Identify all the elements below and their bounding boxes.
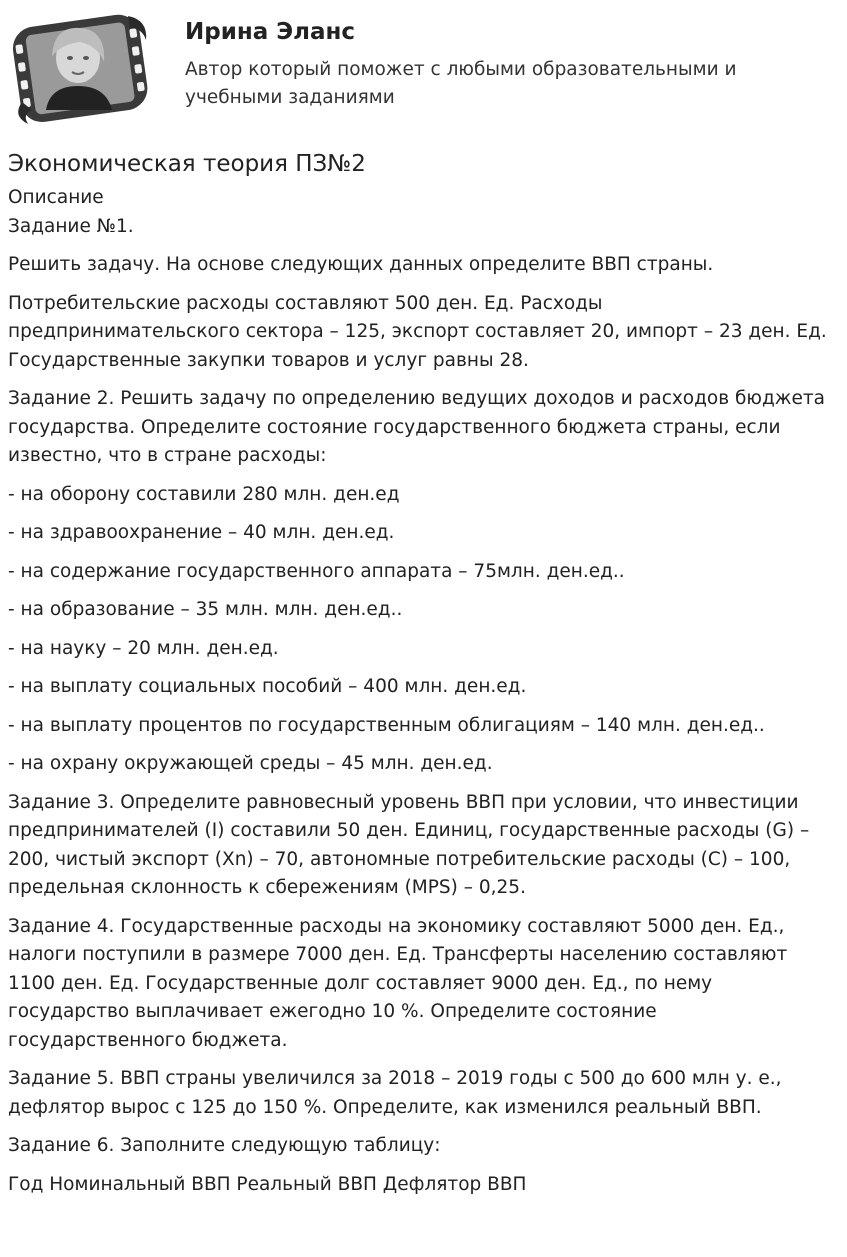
list-item: - на образование – 35 млн. млн. ден.ед..: [8, 599, 403, 620]
author-description: Автор который поможет с любыми образовательными и учебными заданиями: [185, 59, 737, 108]
list-item: - на содержание государственного аппарата – 75млн. ден.ед..: [8, 560, 625, 582]
author-name[interactable]: Ирина Эланс: [185, 19, 356, 45]
page-title: Экономическая теория ПЗ№2: [8, 151, 366, 177]
list-item: - на выплату процентов по государственным облигациям – 140 млн. ден.ед..: [8, 714, 765, 736]
task-6-text: Задание 6. Заполните следующую таблицу:: [8, 1135, 441, 1156]
task-5-text: Задание 5. ВВП страны увеличился за 2018 – 2019 годы с 500 до 600 млн у. е., дефлятор вырос с 125 до 150 %. Определите, как изменился реальный ВВП.: [8, 1068, 782, 1118]
task-1-question: Решить задачу. На основе следующих данных определите ВВП страны.: [8, 254, 714, 275]
description-label: Описание: [8, 187, 104, 208]
task-3-text: Задание 3. Определите равновесный уровень ВВП при условии, что инвестиции предпринимателей (I) составили 50 ден. Единиц, государственные расходы (G) – 200, чистый экспорт (Xn) – 70, автономные потребительские расходы (C) – 100, предельная склонность к сбережениям (MPS) – 0,25.: [8, 791, 810, 898]
list-item: - на науку – 20 млн. ден.ед.: [8, 637, 279, 659]
author-card: [8, 6, 838, 128]
list-item: - на выплату социальных пособий – 400 млн. ден.ед.: [8, 676, 527, 697]
task-1-data: Потребительские расходы составляют 500 ден. Ед. Расходы предпринимательского сектора – 125, экспорт составляет 20, импорт – 23 ден. Ед. Государственные закупки товаров и услуг равны 28.: [8, 292, 827, 371]
task-4-text: Задание 4. Государственные расходы на экономику составляют 5000 ден. Ед., налоги поступили в размере 7000 ден. Ед. Трансферты населению составляют 1100 ден. Ед. Государственные долг составляет 9000 ден. Ед., по нему государство выплачивает ежегодно 10 %. Определите состояние государственного бюджета.: [8, 915, 788, 1051]
list-item: - на оборону составили 280 млн. ден.ед: [8, 483, 400, 505]
task-1-heading: Задание №1.: [8, 215, 134, 237]
task-2-text: Задание 2. Решить задачу по определению ведущих доходов и расходов бюджета государства. Определите состояние государственного бюджета страны, если известно, что в стране расходы:: [8, 388, 825, 466]
document-content: [8, 148, 838, 1209]
table-header-row: Год Номинальный ВВП Реальный ВВП Дефлятор ВВП: [8, 1173, 527, 1195]
list-item: - на здравоохранение – 40 млн. ден.ед.: [8, 522, 395, 543]
list-item: - на охрану окружающей среды – 45 млн. ден.ед.: [8, 753, 493, 774]
avatar-photo-frame-icon[interactable]: [8, 6, 158, 128]
